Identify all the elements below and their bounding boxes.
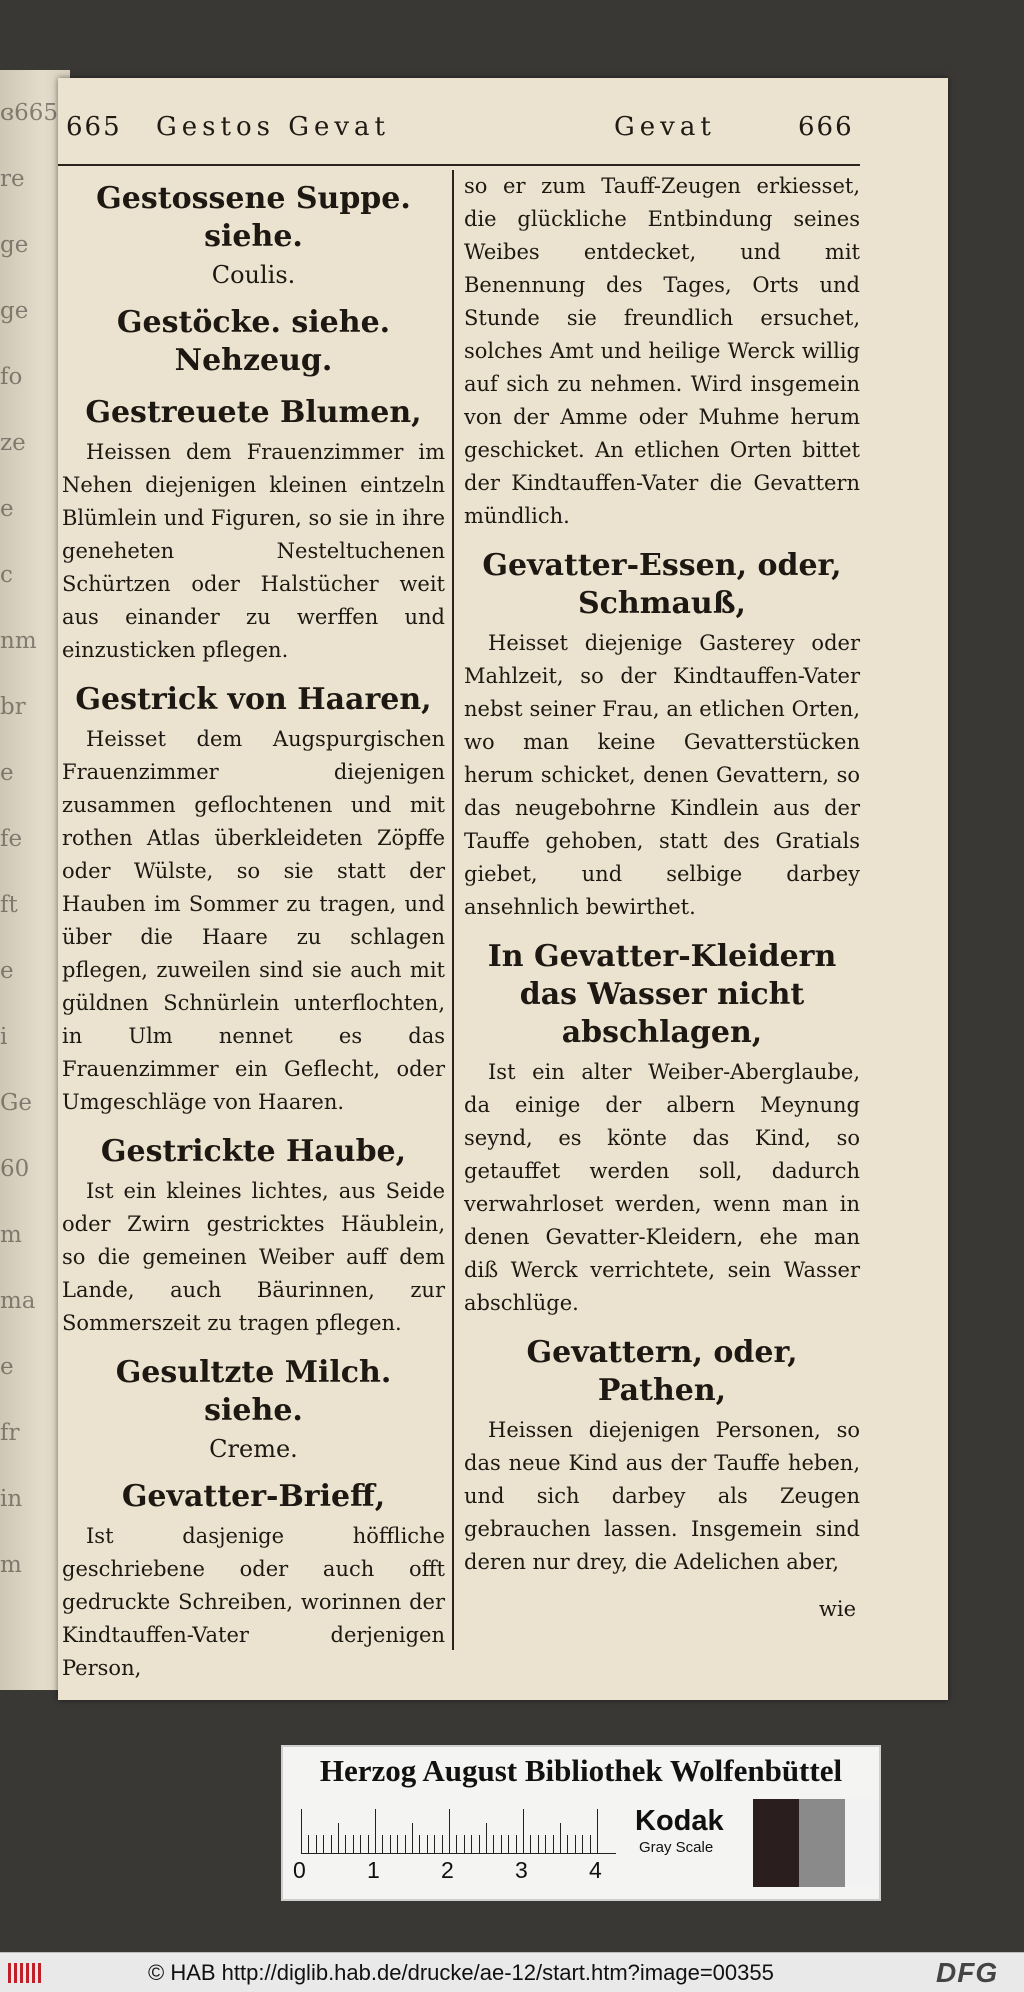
swatch-gray [799, 1799, 845, 1887]
hab-logo-icon [6, 1961, 46, 1985]
hab-logo-bar [14, 1963, 17, 1983]
ruler-tick [530, 1835, 531, 1853]
ruler-tick [353, 1835, 354, 1853]
entry-heading: Gevattern, oder, Pathen, [526, 1335, 798, 1408]
running-head-right: Gevat [614, 112, 716, 142]
left-page-fragment: ze [0, 430, 26, 456]
ruler-tick [419, 1835, 420, 1853]
entry-body: Heissen diejenigen Personen, so das neue Kind aus der Tauffe heben, und sich darbey als Zeugen gebrauchen lassen. Insgemein sind deren nur drey, die Adelichen aber, [464, 1418, 860, 1574]
ruler-tick [375, 1809, 376, 1853]
left-page-fragment: 60 [0, 1156, 30, 1182]
entry-heading: Gevatter-Brieff, [121, 1479, 386, 1514]
ruler-tick [545, 1835, 546, 1853]
ruler-tick [597, 1809, 598, 1853]
card-title: Herzog August Bibliothek Wolfenbüttel [319, 1753, 843, 1788]
header-rule [58, 164, 860, 166]
left-page-fragment: m [0, 1222, 22, 1248]
ruler-tick [338, 1823, 339, 1853]
dictionary-entry [62, 394, 445, 667]
entry-heading: In Gevatter-Kleidern das Wasser nicht abschlagen, [487, 939, 837, 1050]
left-page-fragment: e [0, 1354, 14, 1380]
entry-cross-reference: Creme. [209, 1435, 298, 1463]
ruler-tick [308, 1835, 309, 1853]
ruler-tick [479, 1835, 480, 1853]
left-page-fragment: in [0, 1486, 23, 1512]
ruler-tick [508, 1835, 509, 1853]
hab-logo-bar [26, 1963, 29, 1983]
left-page-fragment: ft [0, 892, 18, 918]
ruler-tick [301, 1809, 302, 1853]
ruler-tick [405, 1835, 406, 1853]
entry-heading: Gesultzte Milch. siehe. [115, 1355, 392, 1428]
entry-body: Ist ein alter Weiber-Aberglaube, da einige der albern Meynung seynd, es könte das Kind, so getauffet werden soll, dadurch verwahrloset werden, wenn man in denen Gevatter-Kleidern, ehe man diß Werck verrichtete, sein Wasser abschlüge. [464, 1060, 860, 1315]
ruler-tick [449, 1809, 450, 1853]
page-number-right: 666 [798, 112, 854, 142]
entry-body: Ist dasjenige höffliche geschriebene oder auch offt gedruckte Schreiben, worinnen der Kindtauffen-Vater derjenigen Person, [62, 1524, 445, 1680]
left-page-fragment: fo [0, 364, 23, 390]
ruler-tick [538, 1835, 539, 1853]
ruler-tick [456, 1835, 457, 1853]
swatch-white [845, 1799, 879, 1887]
right-column [464, 170, 860, 1626]
entry-body: Ist ein kleines lichtes, aus Seide oder Zwirn gestricktes Häublein, so die gemeinen Weiber auff dem Lande, auch Bäurinnen, zur Sommerszeit zu tragen pflegen. [62, 1179, 445, 1335]
hab-logo-bar [38, 1963, 41, 1983]
left-page-fragment: ɞ665 [0, 100, 59, 126]
entry-body: Heisset diejenige Gasterey oder Mahlzeit, so der Kindtauffen-Vater nebst seiner Frau, an etlichen Orten, wo man keine Gevatterstücken herum schicket, denen Gevattern, so das neugebohrne Kindlein aus der Tauffe gehoben, statt des Gratials giebet, und selbige darbey ansehnlich bewirthet. [464, 631, 860, 919]
ruler-tick [412, 1823, 413, 1853]
ruler-tick [486, 1823, 487, 1853]
ruler-tick [434, 1835, 435, 1853]
dictionary-entry [464, 547, 860, 924]
dictionary-entry [62, 1354, 445, 1464]
left-page-fragment: ma [0, 1288, 36, 1314]
ruler-label: 1 [367, 1857, 380, 1883]
dictionary-entry [464, 170, 860, 533]
dictionary-entry [62, 681, 445, 1119]
ruler-tick [582, 1835, 583, 1853]
ruler-tick [553, 1835, 554, 1853]
ruler-label: 0 [293, 1857, 306, 1883]
dictionary-entry [464, 938, 860, 1320]
left-page-fragment: e [0, 958, 14, 984]
ruler-tick [331, 1835, 332, 1853]
swatch-dark [753, 1799, 799, 1887]
entry-heading: Gestöcke. siehe. Nehzeug. [116, 305, 391, 378]
left-column [62, 170, 445, 1699]
left-page-fragment: nm [0, 628, 37, 654]
ruler-tick [575, 1835, 576, 1853]
book-page [58, 78, 948, 1700]
color-calibration-card [281, 1745, 881, 1901]
dictionary-entry [62, 180, 445, 290]
dfg-logo: DFG [936, 1957, 999, 1988]
ruler-tick [382, 1835, 383, 1853]
column-divider [452, 170, 454, 1650]
dictionary-entry [62, 304, 445, 380]
left-page-fragment: ge [0, 298, 29, 324]
hab-logo-bar [8, 1963, 11, 1983]
entry-body: Heisset dem Augspurgischen Frauenzimmer diejenigen zusammen geflochtenen und mit rothen Atlas überkleideten Zöpffe oder Wülste, so sie statt der Hauben im Sommer zu tragen, und über die Haare zu schlagen pflegen, zuweilen sind sie auch mit güldnen Schnürlein unterflochten, in Ulm nennet es das Frauenzimmer ein Geflecht, oder Umgeschläge von Haaren. [62, 727, 445, 1114]
entry-body: so er zum Tauff-Zeugen erkiesset, die glückliche Entbindung seines Weibes entdecket, und mit Benennung des Tages, Orts und Stunde sie freundlich ersuchet, solches Amt und heilige Werck willig auf sich zu nehmen. Wird insgemein von der Amme oder Muhme herum geschicket. An etlichen Orten bittet der Kindtauffen-Vater die Gevattern mündlich. [464, 174, 860, 528]
ruler-tick [523, 1809, 524, 1853]
running-head-left: Gestos Gevat [156, 112, 391, 142]
ruler-tick [493, 1835, 494, 1853]
left-page-fragment: m [0, 1552, 22, 1578]
ruler-label: 3 [515, 1857, 528, 1883]
ruler-tick [567, 1835, 568, 1853]
entry-heading: Gestrick von Haaren, [75, 682, 432, 717]
page-header [58, 78, 948, 170]
hab-logo-bar [20, 1963, 23, 1983]
ruler-tick [345, 1835, 346, 1853]
ruler-tick [590, 1835, 591, 1853]
left-page-fragment: re [0, 166, 25, 192]
ruler-label: 2 [441, 1857, 454, 1883]
dictionary-entry [62, 1133, 445, 1340]
left-page-fragment: i [0, 1024, 8, 1050]
gray-scale-label: Gray Scale [639, 1839, 714, 1856]
catchword: wie [818, 1597, 856, 1621]
ruler-tick [360, 1835, 361, 1853]
ruler-tick [316, 1835, 317, 1853]
dictionary-entry [464, 1334, 860, 1579]
ruler-tick [464, 1835, 465, 1853]
ruler-label: 4 [589, 1857, 602, 1883]
left-page-fragment: fr [0, 1420, 20, 1446]
footer-bar [0, 1952, 1024, 1992]
left-page-fragment: e [0, 760, 14, 786]
left-page-fragment: c [0, 562, 13, 588]
page-number-left: 665 [66, 112, 122, 142]
kodak-logo: Kodak [635, 1805, 724, 1837]
left-page-fragment: ge [0, 232, 29, 258]
left-page-fragment: br [0, 694, 26, 720]
left-page-fragment: fe [0, 826, 23, 852]
entry-body: Heissen dem Frauenzimmer im Nehen diejenigen kleinen eintzeln Blümlein und Figuren, so sie in ihre geneheten Nesteltuchenen Schürtzen oder Halstücher weit aus einander zu werffen und einzusticken pflegen. [62, 440, 445, 662]
ruler-tick [368, 1835, 369, 1853]
entry-cross-reference: Coulis. [211, 261, 296, 289]
ruler-tick [442, 1835, 443, 1853]
ruler-tick [390, 1835, 391, 1853]
entry-heading: Gestrickte Haube, [100, 1134, 407, 1169]
left-page-fragment: Ge [0, 1090, 32, 1116]
ruler-tick [323, 1835, 324, 1853]
dictionary-entry [62, 1478, 445, 1685]
ruler-tick [516, 1835, 517, 1853]
ruler-tick [471, 1835, 472, 1853]
ruler-tick [560, 1823, 561, 1853]
left-page-fragment: e [0, 496, 14, 522]
entry-heading: Gestreuete Blumen, [85, 395, 422, 430]
ruler-tick [501, 1835, 502, 1853]
hab-logo-bar [32, 1963, 35, 1983]
ruler-tick [397, 1835, 398, 1853]
ruler-tick [427, 1835, 428, 1853]
scale-ruler [301, 1807, 616, 1854]
entry-heading: Gevatter-Essen, oder, Schmauß, [482, 548, 842, 621]
footer-copyright-link[interactable]: © HAB http://diglib.hab.de/drucke/ae-12/start.htm?image=00355 [148, 1960, 774, 1985]
entry-heading: Gestossene Suppe. siehe. [96, 181, 411, 254]
